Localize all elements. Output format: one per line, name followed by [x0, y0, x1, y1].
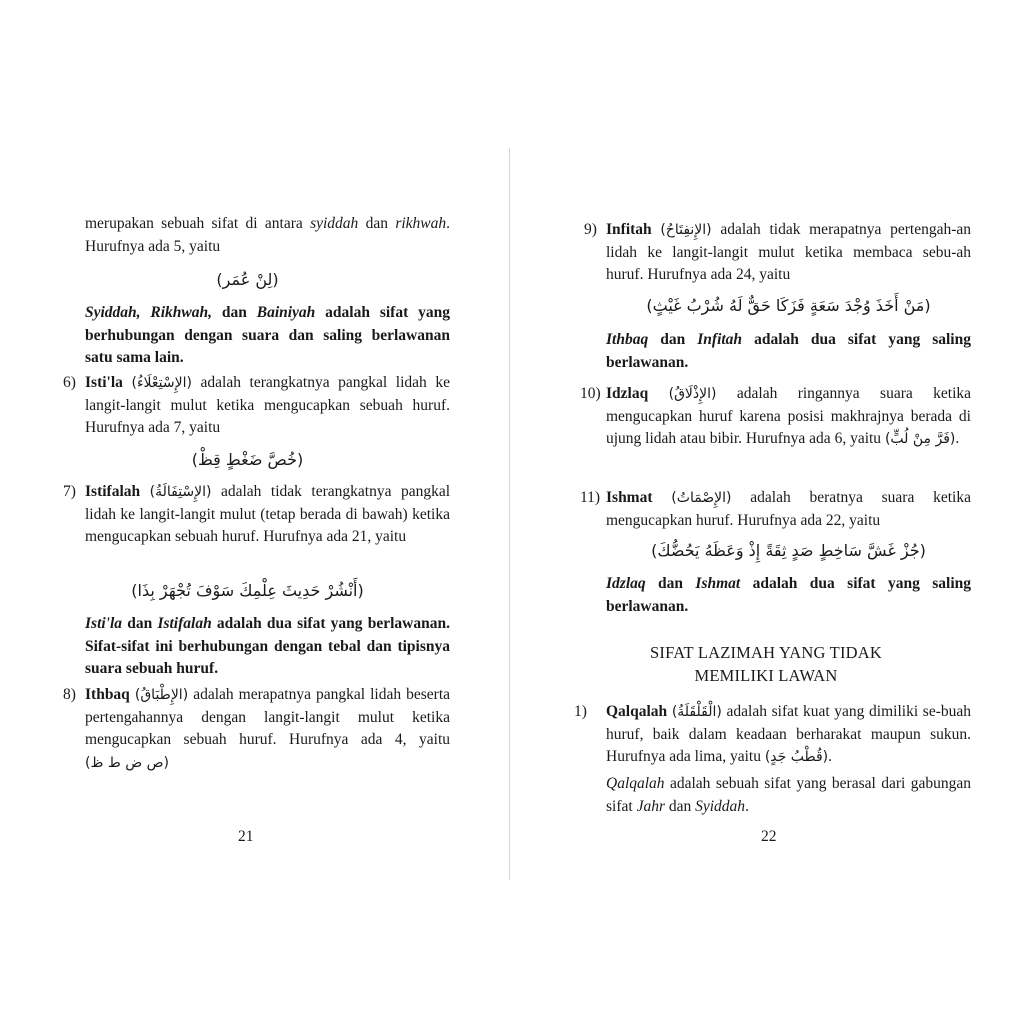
right-page: [510, 0, 1024, 1024]
item-10-paragraph: Idzlaq (الإِذْلَاقُ) adalah ringannya suara ketika mengucapkan huruf karena posisi makhrajnya berada di ujung lidah atau bibir. Hurufnya ada 6, yaitu (فَرَّ مِنْ لُبٍّ).: [606, 385, 972, 447]
item-10-number: 10): [580, 385, 601, 402]
summary-paragraph-3: Ithbaq dan Infitah adalah dua sifat yang saling berlawanan.: [606, 331, 971, 371]
intro-paragraph: merupakan sebuah sifat di antara syiddah dan rikhwah. Hurufnya ada 5, yaitu: [85, 215, 450, 255]
summary-paragraph-1: Syiddah, Rikhwah, dan Bainiyah adalah sifat yang berhubungan dengan suara dan saling berlawanan satu sama lain.: [85, 304, 450, 366]
summary-paragraph-4: Idzlaq dan Ishmat adalah dua sifat yang saling berlawanan.: [606, 575, 971, 615]
item-11-number: 11): [580, 489, 601, 506]
item-6-number: 6): [63, 374, 76, 391]
item-7-arabic-letters: (أَنْشُرْ حَدِيثَ عِلْمِكَ سَوْفَ تُجْهَرْ بِذَا): [131, 581, 364, 600]
left-page: [0, 0, 509, 1024]
item-8-number: 8): [63, 686, 76, 703]
item-8-paragraph: Ithbaq (الإِطْبَاقُ) adalah merapatnya pangkal lidah beserta pertengahannya dengan langit-langit mulut ketika mengucapkan sebuah huruf. Hurufnya ada 4, yaitu (ص ض ط ظ): [85, 686, 451, 771]
summary-paragraph-2: Isti'la dan Istifalah adalah dua sifat yang berlawanan. Sifat-sifat ini berhubungan dengan tebal dan tipisnya suara sebuah huruf.: [85, 615, 450, 677]
item-7-number: 7): [63, 483, 76, 500]
page-number-right: 22: [761, 828, 777, 845]
item-9-number: 9): [584, 221, 597, 238]
item-9-arabic-letters: (مَنْ أَخَذَ وُجْدَ سَعَةٍ فَزَكَا حَقٌّ لَهُ شُرْبُ غَيْثٍ): [646, 296, 931, 315]
section-heading-line-1: SIFAT LAZIMAH YANG TIDAK: [650, 643, 882, 662]
item-6-arabic-letters: (خُصَّ ضَغْطٍ قِظْ): [191, 450, 304, 469]
section-heading-line-2: MEMILIKI LAWAN: [694, 666, 838, 685]
page-number-left: 21: [238, 828, 254, 845]
intro-arabic-letters: (لِنْ عُمَر): [216, 270, 279, 289]
item-1-paragraph: Qalqalah (الْقَلْقَلَةُ) adalah sifat kuat yang dimiliki se-buah huruf, baik dalam keadaan berharakat maupun sukun. Hurufnya ada lima, yaitu (قُطْبُ جَدٍ).: [606, 703, 971, 765]
item-7-paragraph: Istifalah (الإِسْتِفَالَةُ) adalah tidak terangkatnya pangkal lidah ke langit-langit mulut (tetap berada di bawah) ketika mengucapkan sebuah huruf. Hurufnya ada 21, yaitu: [85, 483, 451, 545]
item-1-number: 1): [574, 703, 587, 720]
qalqalah-note: Qalqalah adalah sebuah sifat yang berasal dari gabungan sifat Jahr dan Syiddah.: [606, 775, 971, 815]
item-11-arabic-letters: (جُزْ غَشَّ سَاخِطٍ صَدٍ ثِقَةً إِذْ وَعَظَهُ يَحُضُّكَ): [651, 541, 926, 560]
item-9-paragraph: Infitah (الإِنفِتَاحُ) adalah tidak merapatnya pertengah-an lidah ke langit-langit mulut ketika membaca sebu-ah huruf. Hurufnya ada 24, yaitu: [606, 221, 971, 283]
item-6-paragraph: Isti'la (الإِسْتِعْلَاءُ) adalah terangkatnya pangkal lidah ke langit-langit mulut ketika mengucapkan sebuah huruf. Hurufnya ada 7, yaitu: [85, 374, 450, 436]
section-heading: [606, 641, 926, 687]
item-11-paragraph: Ishmat (الإِصْمَاتُ) adalah beratnya suara ketika mengucapkan huruf. Hurufnya ada 22, yaitu: [606, 489, 971, 529]
